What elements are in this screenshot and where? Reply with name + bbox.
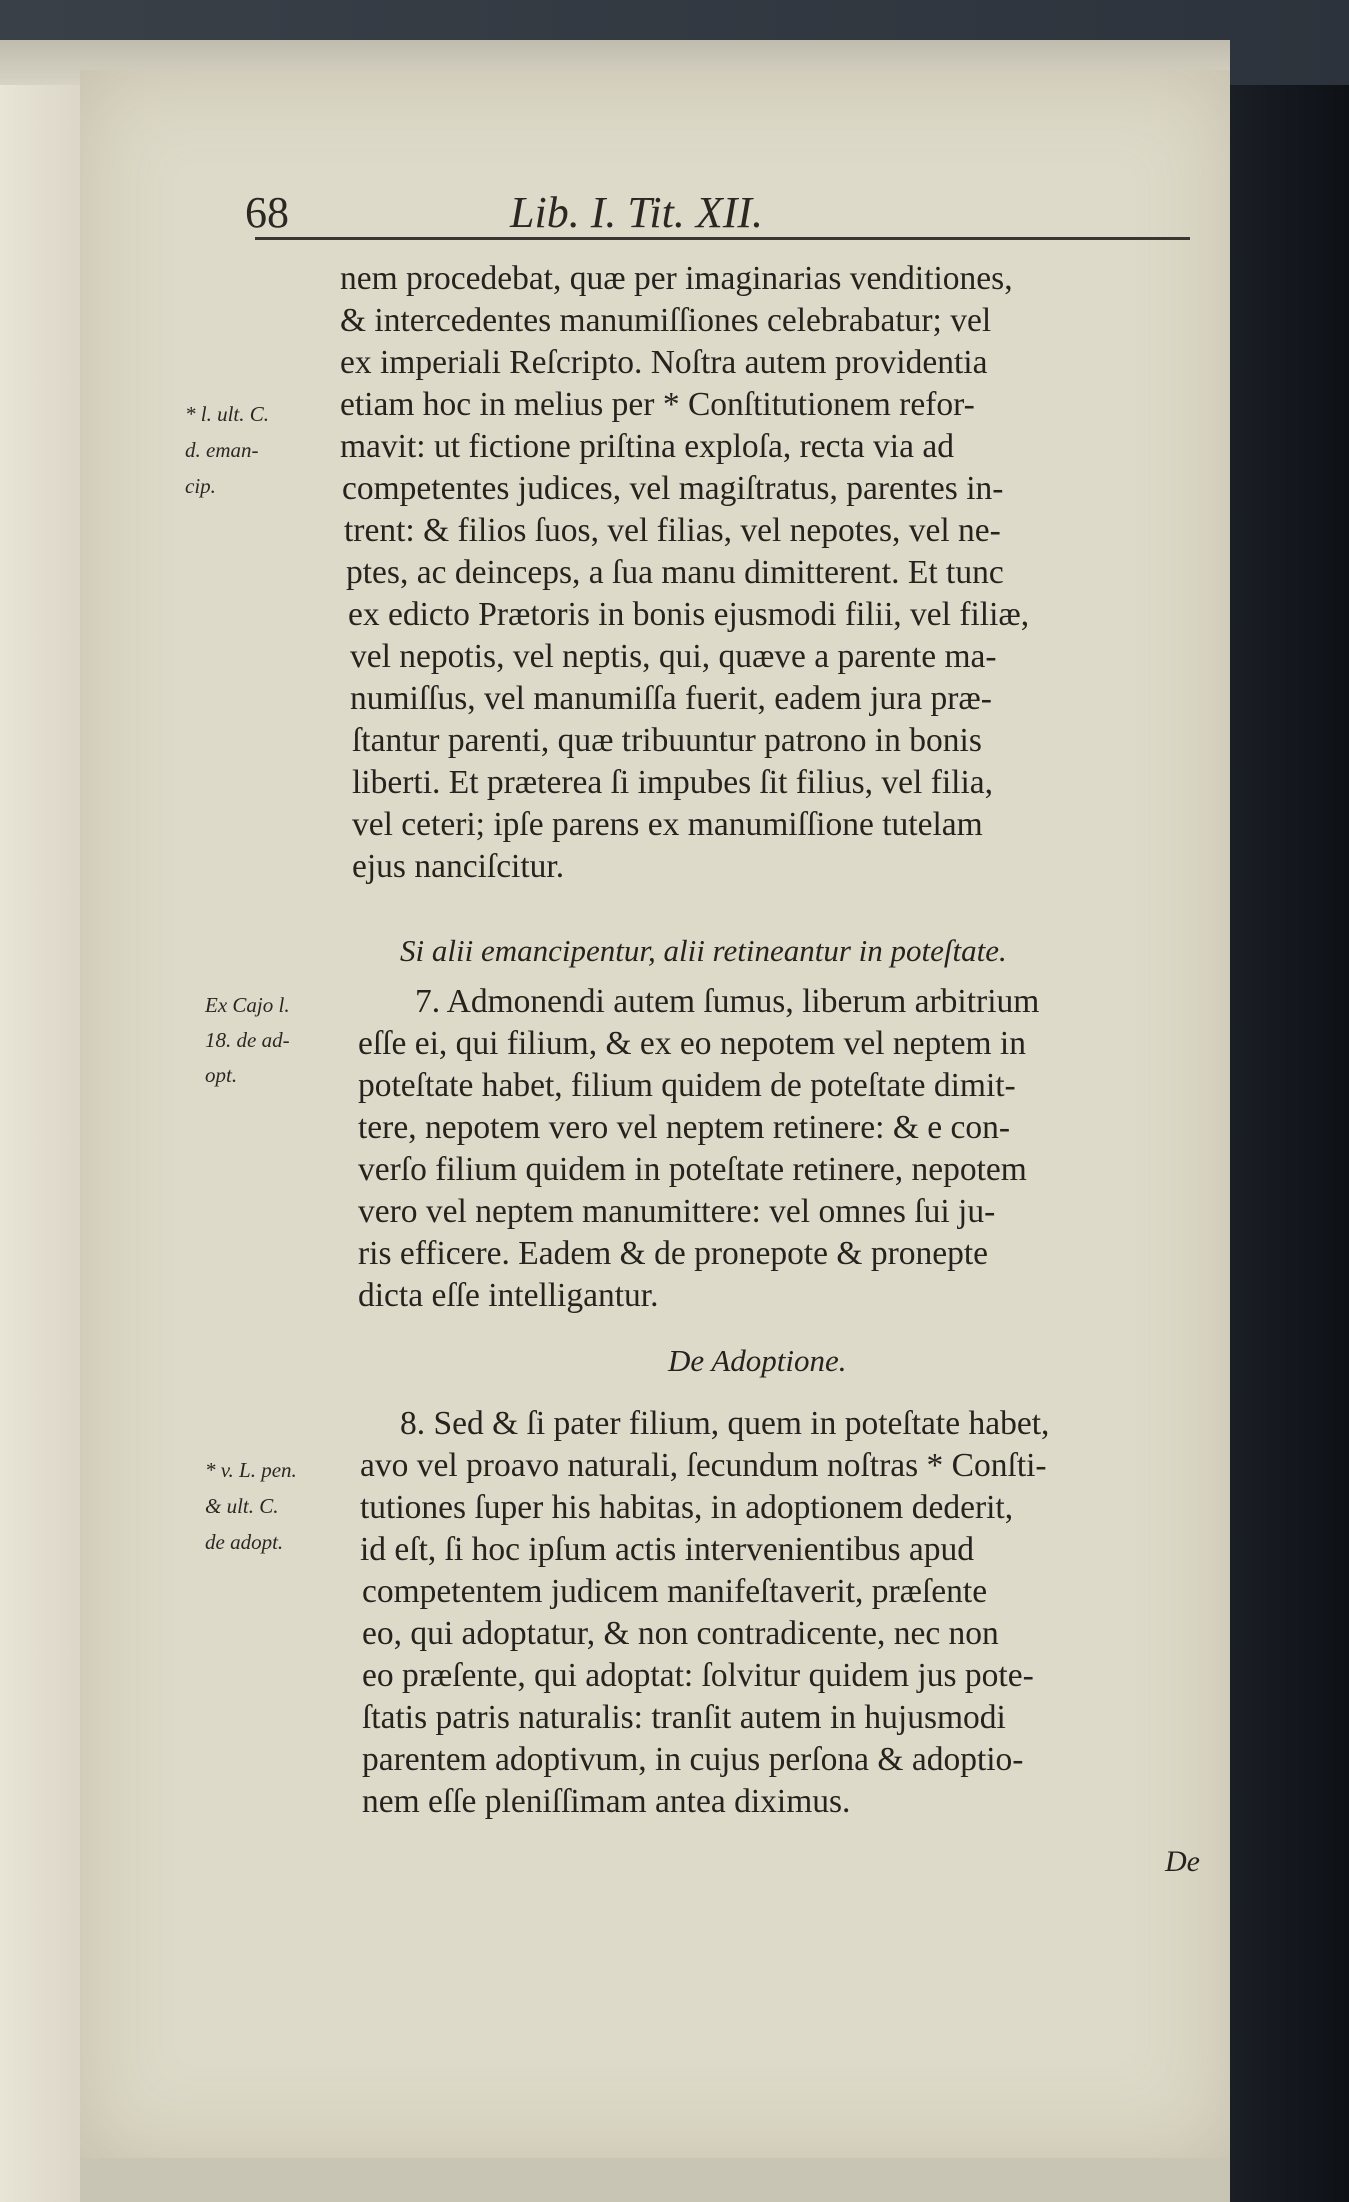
text-line: liberti. Et præterea ſi impubes ſit filius, vel filia, xyxy=(352,764,994,801)
text-line: parentem adoptivum, in cujus perſona & adoptio- xyxy=(362,1741,1024,1778)
text-line: id eſt, ſi hoc ipſum actis intervenientibus apud xyxy=(360,1531,975,1568)
text-line: nem procedebat, quæ per imaginarias venditiones, xyxy=(340,260,1013,297)
margin-note-line: 18. de ad- xyxy=(205,1028,290,1052)
margin-note-line: cip. xyxy=(185,474,216,498)
running-head xyxy=(0,175,1349,245)
margin-note-line: d. eman- xyxy=(185,438,259,462)
text-line: tutiones ſuper his habitas, in adoptionem dederit, xyxy=(360,1489,1014,1526)
text-line: ex edicto Prætoris in bonis ejusmodi filii, vel filiæ, xyxy=(348,596,1030,633)
text-line: competentes judices, vel magiſtratus, parentes in- xyxy=(342,470,1004,507)
text-line: vel nepotis, vel neptis, qui, quæve a parente ma- xyxy=(350,638,997,675)
text-line: 8. Sed & ſi pater filium, quem in poteſtate habet, xyxy=(400,1405,1050,1442)
page-number: 68 xyxy=(245,188,289,237)
header-rule xyxy=(255,237,1190,240)
text-line: ptes, ac deinceps, a ſua manu dimitterent. Et tunc xyxy=(346,554,1004,591)
text-line: verſo filium quidem in poteſtate retinere, nepotem xyxy=(358,1151,1027,1188)
text-line: competentem judicem manifeſtaverit, præſente xyxy=(362,1573,988,1610)
margin-note-line: de adopt. xyxy=(205,1530,284,1554)
text-line: eo præſente, qui adoptat: ſolvitur quidem jus pote- xyxy=(362,1657,1034,1694)
running-title: Lib. I. Tit. XII. xyxy=(510,188,764,237)
section-8-heading: De Adoptione. xyxy=(668,1343,847,1378)
page-bottom-edge xyxy=(80,2158,1230,2202)
text-line: numiſſus, vel manumiſſa fuerit, eadem jura præ- xyxy=(350,680,992,717)
text-line: dicta eſſe intelligantur. xyxy=(358,1277,659,1314)
text-line: nem eſſe pleniſſimam antea diximus. xyxy=(362,1783,851,1820)
section-7-heading: Si alii emancipentur, alii retineantur in poteſtate. xyxy=(400,933,1007,968)
text-line: & intercedentes manumiſſiones celebrabatur; vel xyxy=(340,302,992,339)
catchword: De xyxy=(1165,1845,1200,1878)
text-line: eſſe ei, qui filium, & ex eo nepotem vel neptem in xyxy=(358,1025,1026,1062)
text-line: ſtatis patris naturalis: tranſit autem in hujusmodi xyxy=(362,1699,1006,1736)
text-line: ejus nanciſcitur. xyxy=(352,848,565,885)
text-line: ſtantur parenti, quæ tribuuntur patrono in bonis xyxy=(352,722,982,759)
text-line: ris efficere. Eadem & de pronepote & pronepte xyxy=(358,1235,989,1272)
text-line: etiam hoc in melius per * Conſtitutionem refor- xyxy=(340,386,975,423)
text-line: tere, nepotem vero vel neptem retinere: & e con- xyxy=(358,1109,1011,1146)
margin-note-line: Ex Cajo l. xyxy=(205,993,290,1017)
margin-note-line: * l. ult. C. xyxy=(185,402,270,426)
margin-note-line: * v. L. pen. xyxy=(205,1458,297,1482)
margin-note-line: & ult. C. xyxy=(205,1494,279,1518)
text-line: 7. Admonendi autem ſumus, liberum arbitrium xyxy=(415,983,1040,1020)
text-line: avo vel proavo naturali, ſecundum noſtras * Conſti- xyxy=(360,1447,1047,1484)
text-line: eo, qui adoptatur, & non contradicente, nec non xyxy=(362,1615,999,1652)
text-line: ex imperiali Reſcripto. Noſtra autem providentia xyxy=(340,344,988,381)
text-line: trent: & filios ſuos, vel filias, vel nepotes, vel ne- xyxy=(344,512,1001,549)
text-line: mavit: ut fictione priſtina exploſa, recta via ad xyxy=(340,428,954,465)
dark-background xyxy=(1225,85,1349,2202)
text-line: vero vel neptem manumittere: vel omnes ſui ju- xyxy=(358,1193,996,1230)
text-line: poteſtate habet, filium quidem de poteſtate dimit- xyxy=(358,1067,1016,1104)
margin-note-line: opt. xyxy=(205,1063,238,1087)
text-line: vel ceteri; ipſe parens ex manumiſſione tutelam xyxy=(352,806,983,843)
